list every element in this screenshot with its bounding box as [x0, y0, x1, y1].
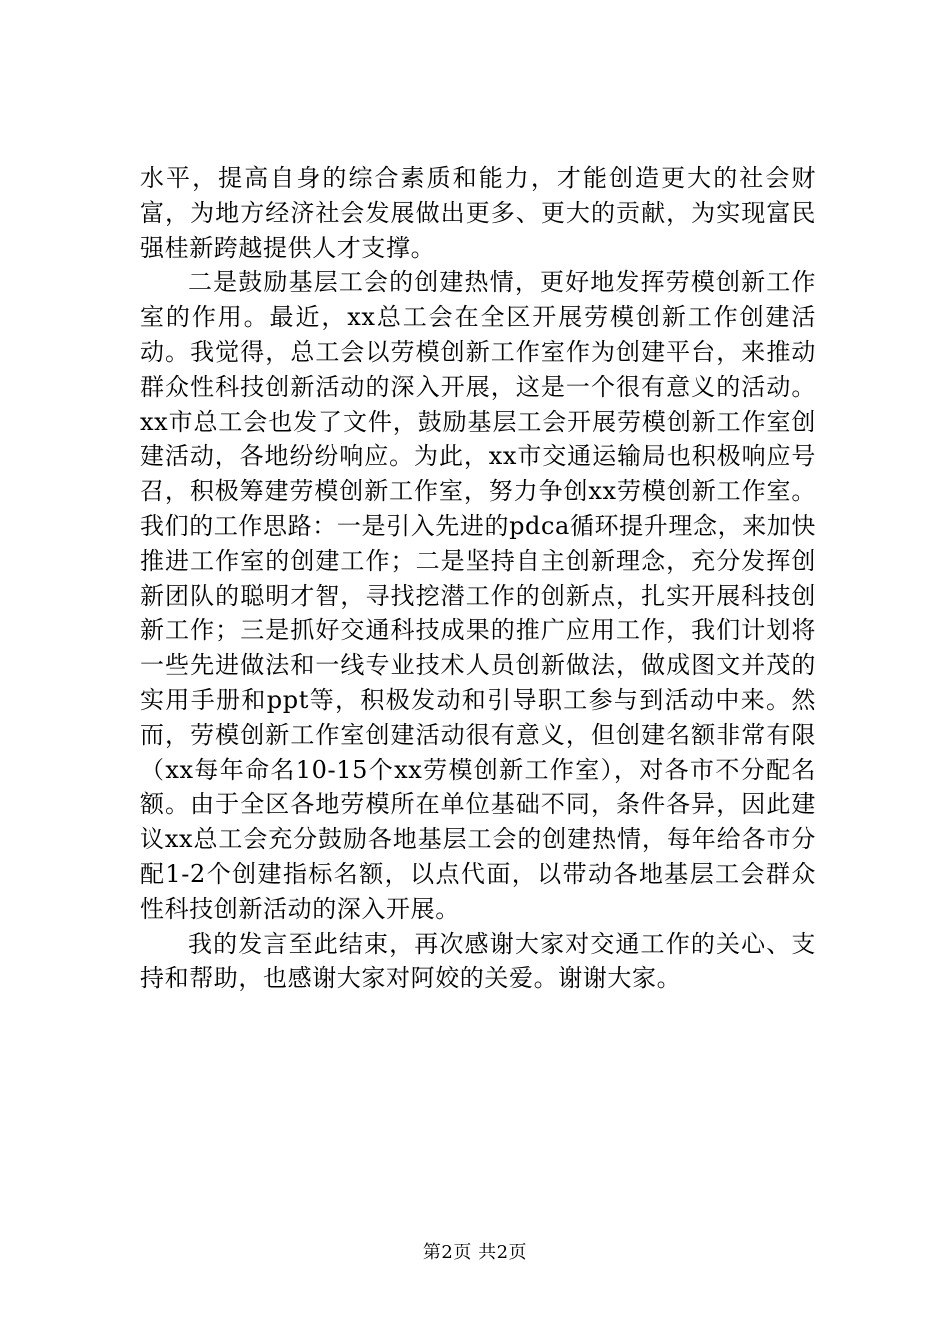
- paragraph-closing-remarks: 我的发言至此结束，再次感谢大家对交通工作的关心、支持和帮助，也感谢大家对阿姣的关爱。谢谢大家。: [140, 929, 816, 993]
- paragraph-continuation: 水平，提高自身的综合素质和能力，才能创造更大的社会财富，为地方经济社会发展做出更多、更大的贡献，为实现富民强桂新跨越提供人才支撑。: [140, 164, 816, 262]
- document-body: [140, 161, 816, 996]
- paragraph-union-encouragement: 二是鼓励基层工会的创建热情，更好地发挥劳模创新工作室的作用。最近，xx总工会在全区开展劳模创新工作创建活动。我觉得，总工会以劳模创新工作室作为创建平台，来推动群众性科技创新活动的深入开展，这是一个很有意义的活动。xx市总工会也发了文件，鼓励基层工会开展劳模创新工作室创建活动，各地纷纷响应。为此，xx市交通运输局也积极响应号召，积极筹建劳模创新工作室，努力争创xx劳模创新工作室。我们的工作思路：一是引入先进的pdca循环提升理念，来加快推进工作室的创建工作；二是坚持自主创新理念，充分发挥创新团队的聪明才智，寻找挖潜工作的创新点，扎实开展科技创新工作；三是抓好交通科技成果的推广应用工作，我们计划将一些先进做法和一线专业技术人员创新做法，做成图文并茂的实用手册和ppt等，积极发动和引导职工参与到活动中来。然而，劳模创新工作室创建活动很有意义，但创建名额非常有限（xx每年命名10-15个xx劳模创新工作室），对各市不分配名额。由于全区各地劳模所在单位基础不同，条件各异，因此建议xx总工会充分鼓励各地基层工会的创建热情，每年给各市分配1-2个创建指标名额，以点代面，以带动各地基层工会群众性科技创新活动的深入开展。: [140, 268, 816, 923]
- page-number: 第2页 共2页: [422, 1242, 528, 1263]
- page-footer: [0, 1241, 950, 1265]
